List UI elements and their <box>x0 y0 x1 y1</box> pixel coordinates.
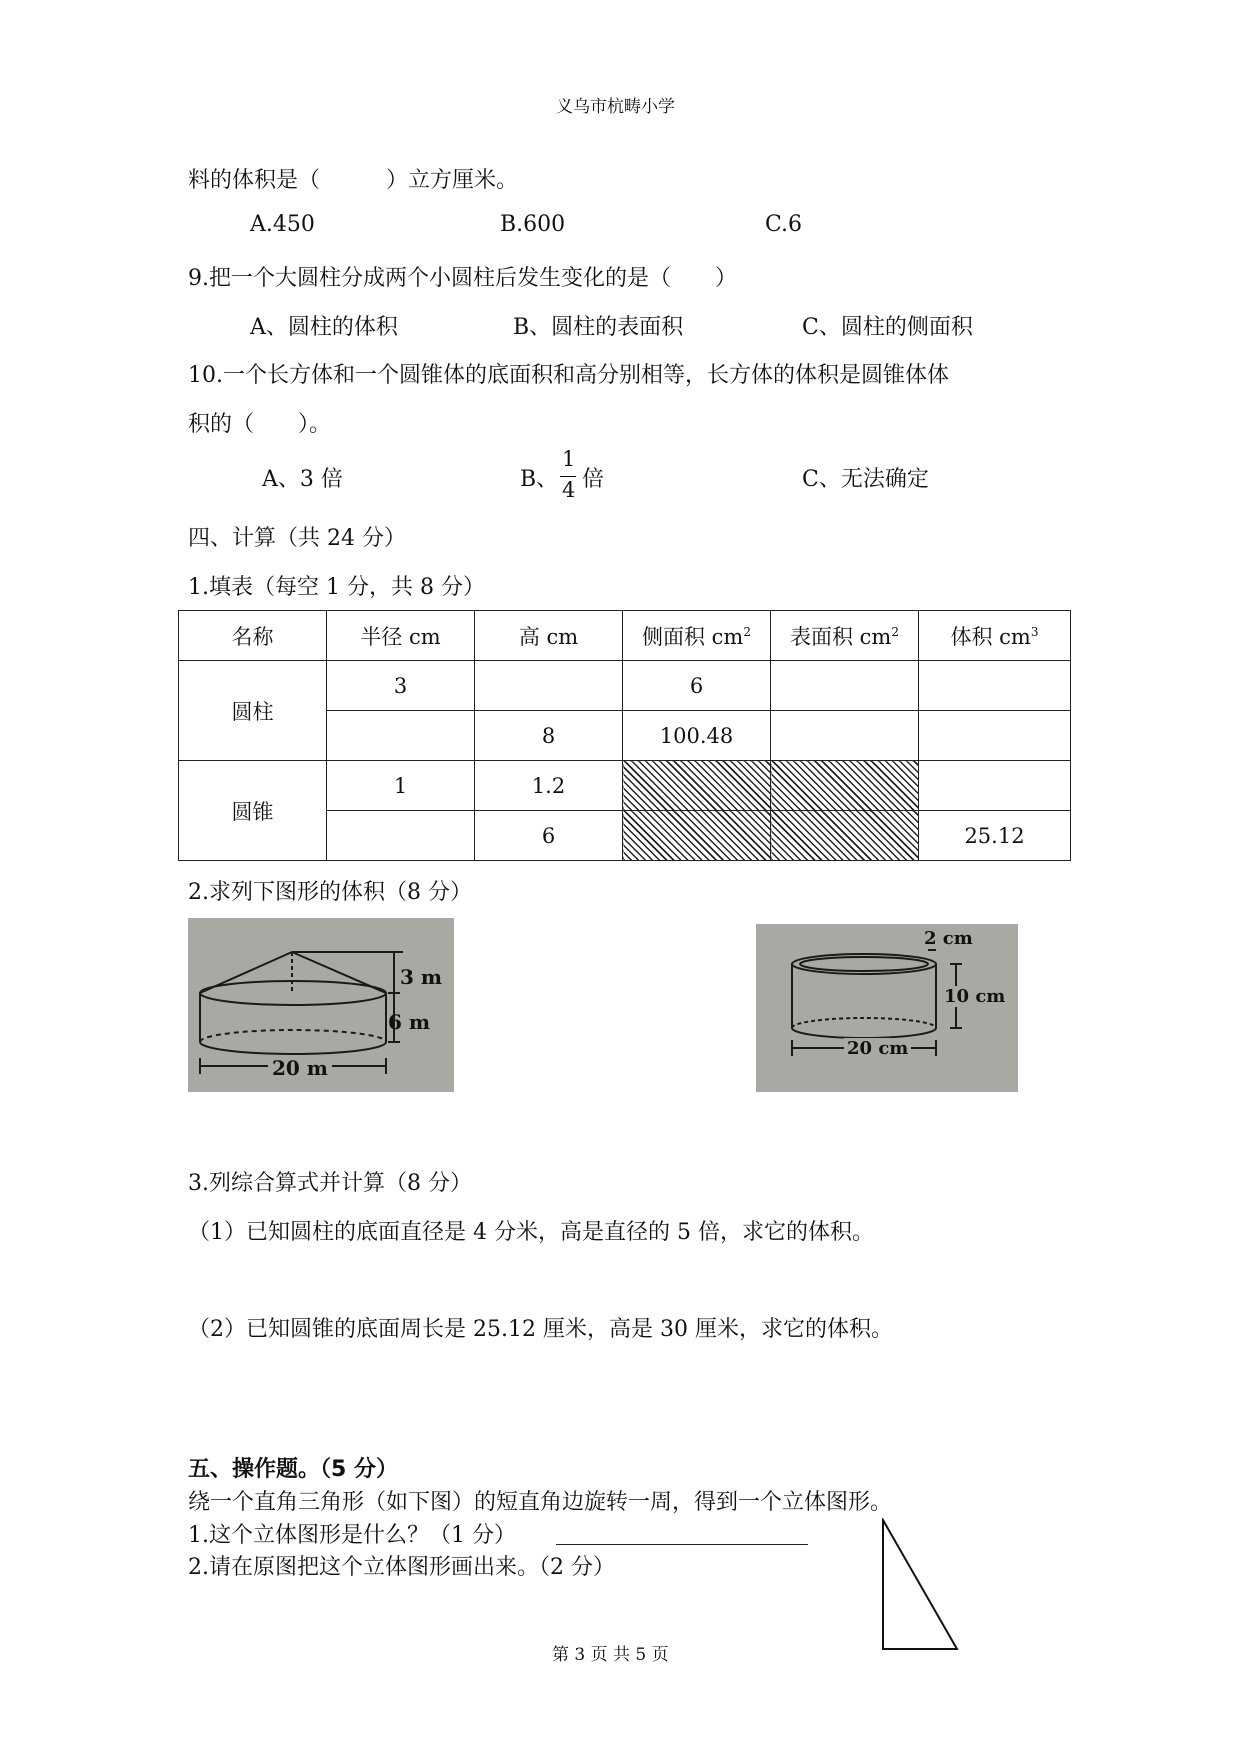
q10-option-a: A、3 倍 <box>262 467 343 492</box>
section5-title: 五、操作题。（5 分） <box>188 1457 398 1482</box>
table-cell[interactable]: 1 <box>327 761 475 811</box>
q8-option-a: A.450 <box>250 212 315 237</box>
table-cell[interactable]: 100.48 <box>623 711 771 761</box>
q10-fraction-denominator: 4 <box>562 478 576 502</box>
q10-fraction-numerator: 1 <box>562 447 576 471</box>
table-cell[interactable] <box>919 711 1071 761</box>
section5-q2: 2.请在原图把这个立体图形画出来。（2 分） <box>188 1555 615 1580</box>
header-volume: 体积 $cm^3$ <box>919 611 1071 661</box>
q10-stem-line1: 10.一个长方体和一个圆锥体的底面积和高分别相等，长方体的体积是圆锥体体 <box>188 363 949 388</box>
fig2-label-20cm: 20 cm <box>844 1038 911 1059</box>
answer-blank[interactable] <box>556 1524 808 1545</box>
q10-option-c: C、无法确定 <box>802 467 929 492</box>
fig2-label-10cm: 10 cm <box>944 986 1006 1007</box>
table-cell[interactable] <box>475 661 623 711</box>
table-cell[interactable]: 3 <box>327 661 475 711</box>
header-radius: 半径 cm <box>327 611 475 661</box>
table-cell[interactable]: 25.12 <box>919 811 1071 861</box>
q9-option-b: B、圆柱的表面积 <box>513 315 684 340</box>
q8-option-c: C.6 <box>765 212 803 237</box>
section5-stem: 绕一个直角三角形（如下图）的短直角边旋转一周，得到一个立体图形。 <box>188 1490 893 1515</box>
fill-table <box>178 610 1071 861</box>
table-cell[interactable]: 6 <box>623 661 771 711</box>
table-cell[interactable] <box>919 661 1071 711</box>
table-cell[interactable]: 8 <box>475 711 623 761</box>
section4-q3: 3.列综合算式并计算（8 分） <box>188 1171 472 1196</box>
hatched-cell <box>623 811 771 861</box>
figure-pipe <box>756 924 1018 1092</box>
q8-option-b: B.600 <box>500 212 566 237</box>
right-triangle <box>880 1518 960 1652</box>
hatched-cell <box>771 811 919 861</box>
section4-q2: 2.求列下图形的体积（8 分） <box>188 880 472 905</box>
section4-q1: 1.填表（每空 1 分，共 8 分） <box>188 575 485 600</box>
q9-option-a: A、圆柱的体积 <box>250 315 398 340</box>
cylinder-label: 圆柱 <box>179 661 327 761</box>
page-header: 义乌市杭畴小学 <box>556 97 675 117</box>
fig2-label-2cm: 2 cm <box>924 928 973 949</box>
table-header-row <box>179 611 1071 661</box>
q10-option-b <box>520 447 640 507</box>
table-cell[interactable]: 1.2 <box>475 761 623 811</box>
section5-q1: 1.这个立体图形是什么？（1 分） <box>188 1523 516 1548</box>
header-height: 高 cm <box>475 611 623 661</box>
q9-option-c: C、圆柱的侧面积 <box>802 315 973 340</box>
q10-fraction-bar <box>560 476 576 477</box>
header-name: 名称 <box>179 611 327 661</box>
table-cell[interactable]: 6 <box>475 811 623 861</box>
q10-option-b-suffix: 倍 <box>582 467 605 492</box>
header-lateral-area: 侧面积 $cm^2$ <box>623 611 771 661</box>
table-row <box>179 661 1071 711</box>
section4-q3-2: （2）已知圆锥的底面周长是 25.12 厘米，高是 30 厘米，求它的体积。 <box>188 1317 893 1342</box>
q10-option-b-prefix: B、 <box>520 467 559 492</box>
cone-label: 圆锥 <box>179 761 327 861</box>
header-surface-area: 表面积 $cm^2$ <box>771 611 919 661</box>
fig1-label-20m: 20 m <box>268 1056 332 1080</box>
fig1-label-3m: 3 m <box>400 965 443 989</box>
hatched-cell <box>771 761 919 811</box>
section4-title: 四、计算（共 24 分） <box>188 526 406 551</box>
figure-cylinder-cone <box>188 918 454 1092</box>
table-cell[interactable] <box>327 711 475 761</box>
section4-q3-1: （1）已知圆柱的底面直径是 4 分米，高是直径的 5 倍，求它的体积。 <box>188 1220 874 1245</box>
table-row <box>179 761 1071 811</box>
fig1-label-6m: 6 m <box>388 1010 431 1034</box>
table-cell[interactable] <box>771 661 919 711</box>
page-footer: 第 3 页 共 5 页 <box>552 1645 669 1665</box>
q10-stem-line2: 积的（ ）。 <box>188 412 332 437</box>
table-cell[interactable] <box>919 761 1071 811</box>
hatched-cell <box>623 761 771 811</box>
q9-stem: 9.把一个大圆柱分成两个小圆柱后发生变化的是（ ） <box>188 266 737 291</box>
q8-line: 料的体积是（ ）立方厘米。 <box>188 168 519 193</box>
table-cell[interactable] <box>327 811 475 861</box>
table-cell[interactable] <box>771 711 919 761</box>
